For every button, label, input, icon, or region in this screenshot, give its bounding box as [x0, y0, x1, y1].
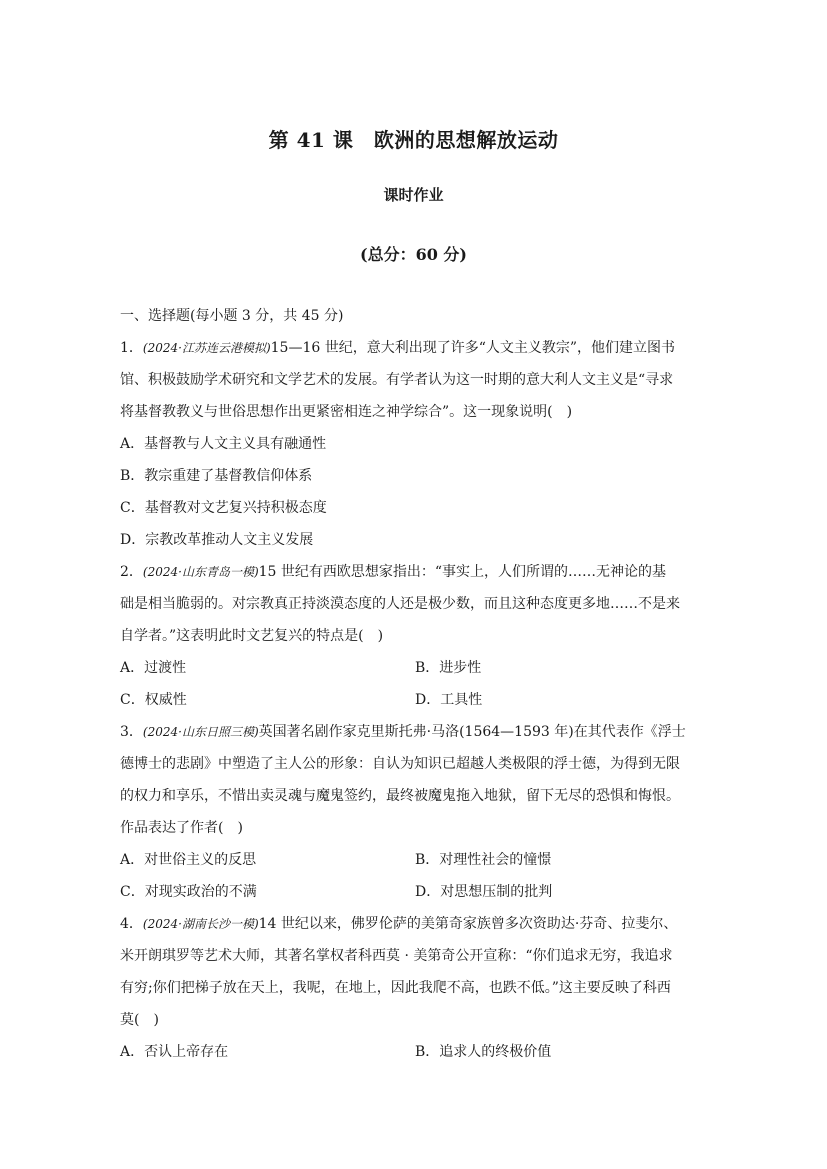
answer-option[interactable]: B．追求人的终极价值: [415, 1044, 552, 1060]
total-score: (总分：60 分): [360, 245, 467, 264]
options-row: [120, 1036, 710, 1068]
question-text: 15 世纪有西欧思想家指出：“事实上，人们所谓的……无神论的基: [258, 564, 667, 580]
answer-option[interactable]: D．对思想压制的批判: [415, 884, 553, 900]
question-number: 1．: [120, 340, 143, 356]
question-line: [120, 556, 710, 588]
answer-option[interactable]: D．宗教改革推动人文主义发展: [120, 532, 314, 548]
answer-option[interactable]: A．对世俗主义的反思: [120, 852, 257, 868]
answer-option[interactable]: A．过渡性: [120, 660, 187, 676]
question-1: [120, 332, 710, 556]
answer-option[interactable]: D．工具性: [415, 692, 483, 708]
question-source: (2024·山东日照三模): [142, 725, 259, 739]
question-3: [120, 716, 710, 908]
answer-option[interactable]: A．否认上帝存在: [120, 1044, 229, 1060]
answer-option[interactable]: B．进步性: [415, 660, 482, 676]
question-line: 馆、积极鼓励学术研究和文学艺术的发展。有学者认为这一时期的意大利人文主义是“寻求: [120, 372, 674, 388]
question-source: (2024·山东青岛一模): [142, 565, 259, 579]
question-line: 米开朗琪罗等艺术大师，其著名掌权者科西莫 · 美第奇公开宣称：“你们追求无穷，我追求: [120, 948, 673, 964]
question-number: 2．: [120, 564, 143, 580]
options-row: [120, 844, 710, 876]
options-row: [120, 876, 710, 908]
question-line: [120, 716, 710, 748]
question-line: [120, 332, 710, 364]
answer-option[interactable]: A．基督教与人文主义具有融通性: [120, 436, 327, 452]
options-row: [120, 684, 710, 716]
question-text: 英国著名剧作家克里斯托弗·马洛(1564—1593 年)在其代表作《浮士: [258, 724, 686, 740]
question-text: 14 世纪以来，佛罗伦萨的美第奇家族曾多次资助达·芬奇、拉斐尔、: [258, 916, 678, 932]
options-row: [120, 652, 710, 684]
question-content: [120, 300, 710, 1068]
page-subtitle: 课时作业: [383, 186, 444, 204]
question-line: 德博士的悲剧》中塑造了主人公的形象：自认为知识已超越人类极限的浮士德，为得到无限: [120, 756, 680, 772]
section-heading: 一、选择题(每小题 3 分，共 45 分): [120, 308, 344, 324]
question-line: 自学者。”这表明此时文艺复兴的特点是( ): [120, 628, 384, 644]
question-source: (2024·江苏连云港模拟): [142, 341, 271, 355]
question-line: 将基督教教义与世俗思想作出更紧密相连之神学综合”。这一现象说明( ): [120, 404, 573, 420]
answer-option[interactable]: C．权威性: [120, 692, 187, 708]
question-number: 4．: [120, 916, 143, 932]
question-4: [120, 908, 710, 1068]
question-text: 15—16 世纪，意大利出现了许多“人文主义教宗”，他们建立图书: [270, 340, 676, 356]
question-number: 3．: [120, 724, 143, 740]
question-2: [120, 556, 710, 716]
question-source: (2024·湖南长沙一模): [142, 917, 259, 931]
answer-option[interactable]: B．对理性社会的憧憬: [415, 852, 552, 868]
question-line: 有穷;你们把梯子放在天上，我呢，在地上，因此我爬不高，也跌不低。”这主要反映了科西: [120, 980, 671, 996]
question-line: 的权力和享乐，不惜出卖灵魂与魔鬼签约，最终被魔鬼拖入地狱，留下无尽的恐惧和悔恨。: [120, 788, 680, 804]
question-line: [120, 908, 710, 940]
question-line: 础是相当脆弱的。对宗教真正持淡漠态度的人还是极少数，而且这种态度更多地……不是来: [120, 596, 680, 612]
answer-option[interactable]: B．教宗重建了基督教信仰体系: [120, 468, 313, 484]
question-line: 莫( ): [120, 1012, 159, 1028]
question-line: 作品表达了作者( ): [120, 820, 243, 836]
page-title: 第 41 课 欧洲的思想解放运动: [268, 128, 559, 152]
answer-option[interactable]: C．基督教对文艺复兴持积极态度: [120, 500, 327, 516]
answer-option[interactable]: C．对现实政治的不满: [120, 884, 257, 900]
